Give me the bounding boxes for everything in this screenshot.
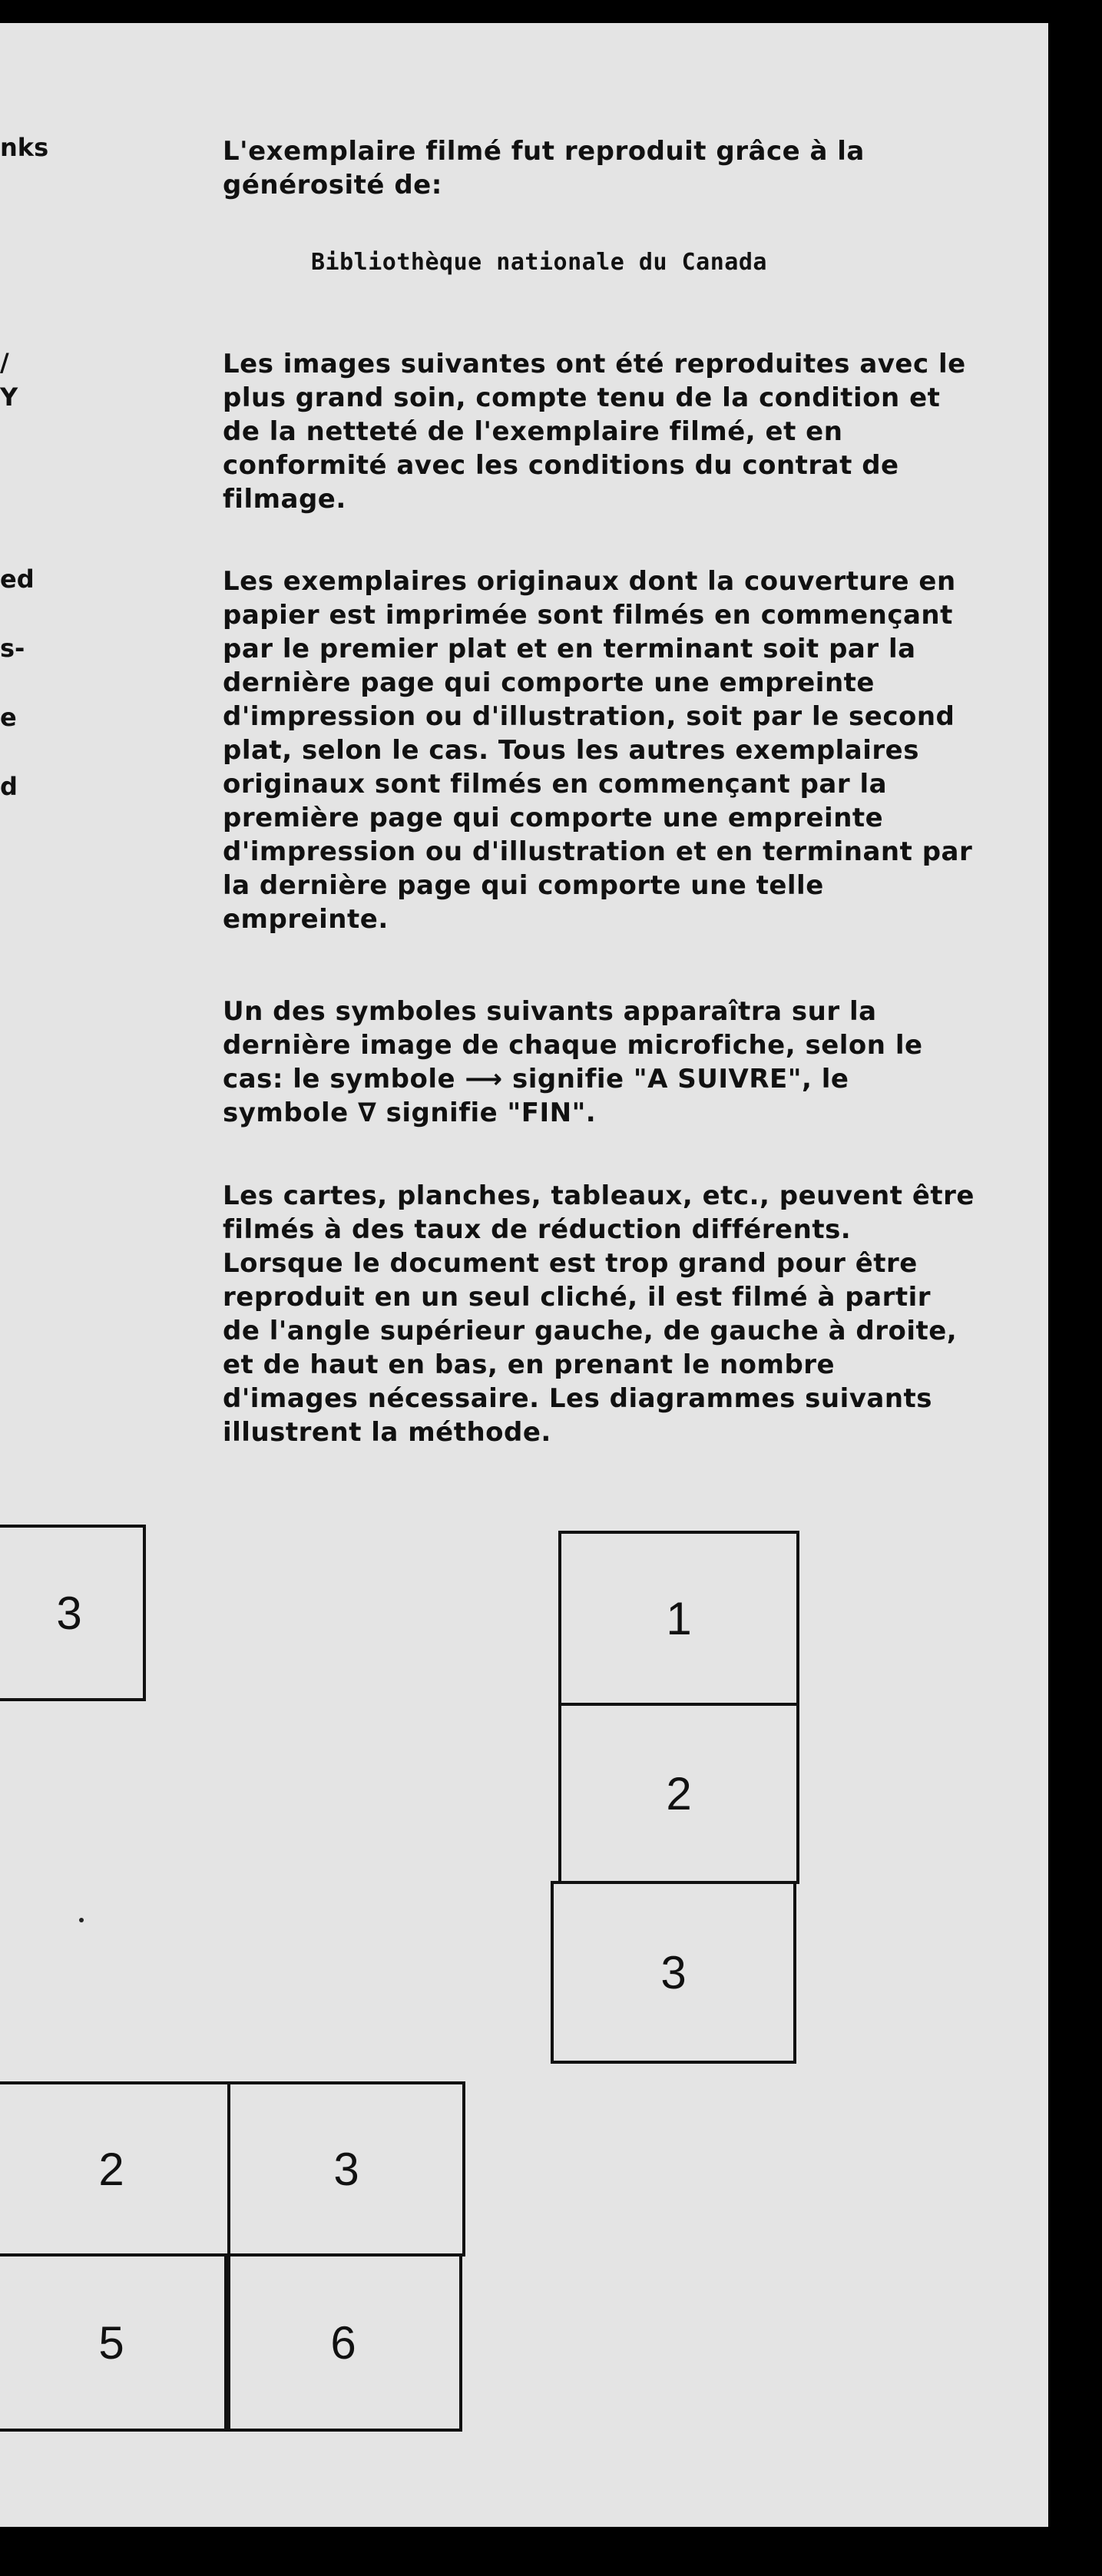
text-line: Lorsque le document est trop grand pour être <box>223 1248 918 1279</box>
text-line: Un des symboles suivants apparaîtra sur la <box>223 996 877 1027</box>
institution-name: Bibliothèque nationale du Canada <box>311 249 767 276</box>
header-text <box>223 134 998 202</box>
diagram-grid-cell-2: 2 <box>0 2081 230 2256</box>
diagram-left-box: 3 <box>0 1525 146 1701</box>
text-line: Les images suivantes ont été reproduites avec le <box>223 349 966 379</box>
diagram-column-box-3: 3 <box>551 1881 796 2064</box>
left-fragment-7: d <box>0 772 18 801</box>
left-fragment-2: / <box>0 348 9 377</box>
left-fragment-1: nks <box>0 133 49 162</box>
text-line: originaux sont filmés en commençant par la <box>223 769 888 800</box>
text-line: conformité avec les conditions du contrat de <box>223 450 899 481</box>
scan-speck <box>79 1918 84 1922</box>
text-line: dernière page qui comporte une empreinte <box>223 667 875 698</box>
diagram-column-box-2: 2 <box>558 1703 799 1884</box>
text-line: filmés à des taux de réduction différents. <box>223 1214 852 1245</box>
text-line: dernière image de chaque microfiche, selon le <box>223 1030 923 1061</box>
film-border-right <box>1048 0 1102 2576</box>
text-line: de l'angle supérieur gauche, de gauche à droite, <box>223 1316 958 1346</box>
text-line: empreinte. <box>223 904 389 935</box>
text-line: plus grand soin, compte tenu de la condition et <box>223 382 941 413</box>
left-fragment-5: s- <box>0 634 25 663</box>
paragraph-3 <box>223 995 998 1130</box>
text-line: plat, selon le cas. Tous les autres exemplaires <box>223 735 919 766</box>
text-line: d'impression ou d'illustration et en terminant par <box>223 836 973 867</box>
paragraph-4 <box>223 1179 998 1449</box>
text-line: première page qui comporte une empreinte <box>223 803 884 833</box>
diagram-grid-cell-5: 5 <box>0 2253 230 2432</box>
text-line: symbole ∇ signifie "FIN". <box>223 1098 597 1128</box>
text-line: papier est imprimée sont filmés en commençant <box>223 600 953 631</box>
paragraph-2 <box>223 565 998 936</box>
text-line: de la netteté de l'exemplaire filmé, et en <box>223 416 843 447</box>
text-line: filmage. <box>223 484 346 515</box>
text-line: par le premier plat et en terminant soit par la <box>223 634 916 664</box>
scanned-page <box>0 23 1048 2527</box>
text-line: cas: le symbole ⟶ signifie "A SUIVRE", le <box>223 1064 849 1094</box>
header-line: générosité de: <box>223 170 442 200</box>
text-line: d'images nécessaire. Les diagrammes suivants <box>223 1383 933 1414</box>
text-line: reproduit en un seul cliché, il est filmé à partir <box>223 1282 932 1313</box>
text-line: illustrent la méthode. <box>223 1417 551 1448</box>
left-fragment-3: Y <box>0 382 18 412</box>
text-line: d'impression ou d'illustration, soit par le second <box>223 701 955 732</box>
left-fragment-6: e <box>0 703 17 732</box>
diagram-grid-cell-6: 6 <box>224 2253 462 2432</box>
left-fragment-4: ed <box>0 565 35 594</box>
text-line: la dernière page qui comporte une telle <box>223 870 824 901</box>
text-line: et de haut en bas, en prenant le nombre <box>223 1349 836 1380</box>
diagram-column-box-1: 1 <box>558 1531 799 1706</box>
paragraph-1 <box>223 347 998 516</box>
text-line: Les cartes, planches, tableaux, etc., peuvent être <box>223 1180 975 1211</box>
header-line: L'exemplaire filmé fut reproduit grâce à la <box>223 136 865 167</box>
diagram-grid-cell-3: 3 <box>227 2081 465 2256</box>
text-line: Les exemplaires originaux dont la couverture en <box>223 566 956 597</box>
